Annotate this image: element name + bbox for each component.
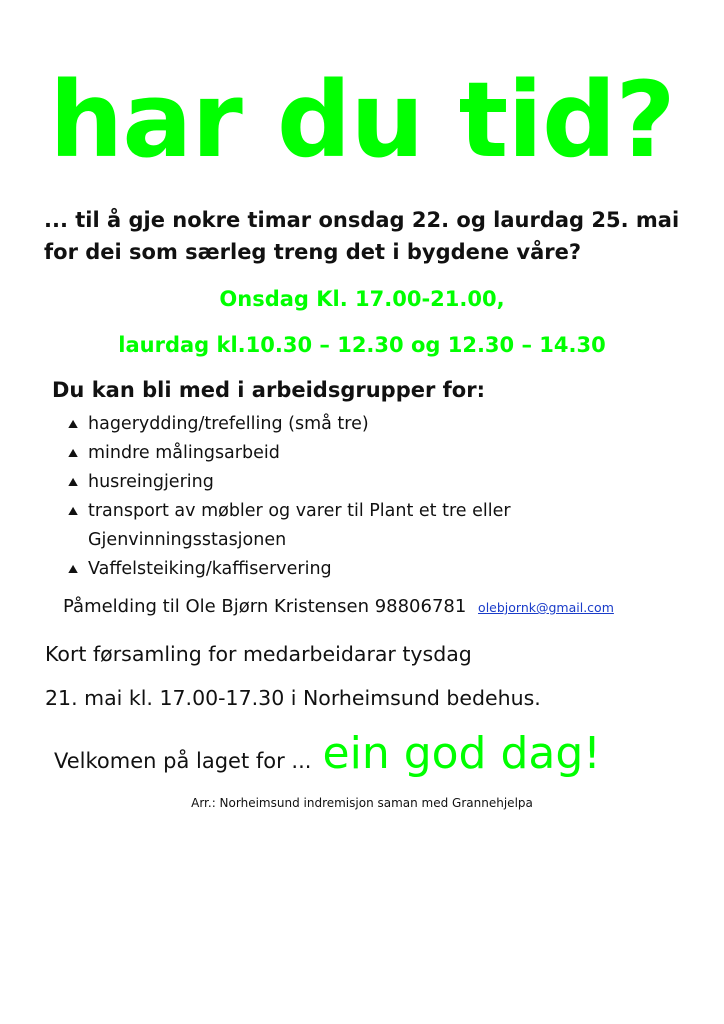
welcome-highlight: ein god dag! xyxy=(322,728,601,779)
groups-heading: Du kan bli med i arbeidsgrupper for: xyxy=(52,378,485,402)
poster-title: har du tid? xyxy=(49,59,675,181)
email-link[interactable]: olebjornk@gmail.com xyxy=(478,600,614,615)
intro-text: ... til å gje nokre timar onsdag 22. og laurdag 25. mai for dei som særleg treng det i bygdene våre? xyxy=(44,208,680,264)
signup-text: Påmelding til Ole Bjørn Kristensen 98806781 xyxy=(63,596,467,617)
mountain-bullet-icon: ⛰ xyxy=(68,446,79,460)
welcome-line xyxy=(54,728,601,779)
mountain-bullet-icon: ⛰ xyxy=(68,504,79,518)
time-wednesday: Onsdag Kl. 17.00-21.00, xyxy=(219,287,505,311)
time-saturday: laurdag kl.10.30 – 12.30 og 12.30 – 14.30 xyxy=(118,333,606,357)
list-item xyxy=(68,497,568,555)
mountain-bullet-icon: ⛰ xyxy=(68,562,79,576)
task-text: husreingjering xyxy=(88,472,214,492)
mountain-bullet-icon: ⛰ xyxy=(68,417,79,431)
task-text: Vaffelsteiking/kaffiservering xyxy=(88,559,332,579)
organizer-footer: Arr.: Norheimsund indremisjon saman med Grannehjelpa xyxy=(191,796,533,810)
meeting-line-1: Kort førsamling for medarbeidarar tysdag xyxy=(45,642,472,666)
task-text: hagerydding/trefelling (små tre) xyxy=(88,414,369,434)
meeting-line-2: 21. mai kl. 17.00-17.30 i Norheimsund bedehus. xyxy=(45,686,541,710)
task-text: mindre målingsarbeid xyxy=(88,443,280,463)
welcome-lead: Velkomen på laget for ... xyxy=(54,749,312,773)
list-item xyxy=(68,555,568,584)
list-item xyxy=(68,468,568,497)
signup-line xyxy=(63,596,614,617)
mountain-bullet-icon: ⛰ xyxy=(68,475,79,489)
task-text: transport av møbler og varer til Plant et tre eller Gjenvinningsstasjonen xyxy=(88,501,511,550)
task-list xyxy=(68,410,568,584)
list-item xyxy=(68,410,568,439)
list-item xyxy=(68,439,568,468)
